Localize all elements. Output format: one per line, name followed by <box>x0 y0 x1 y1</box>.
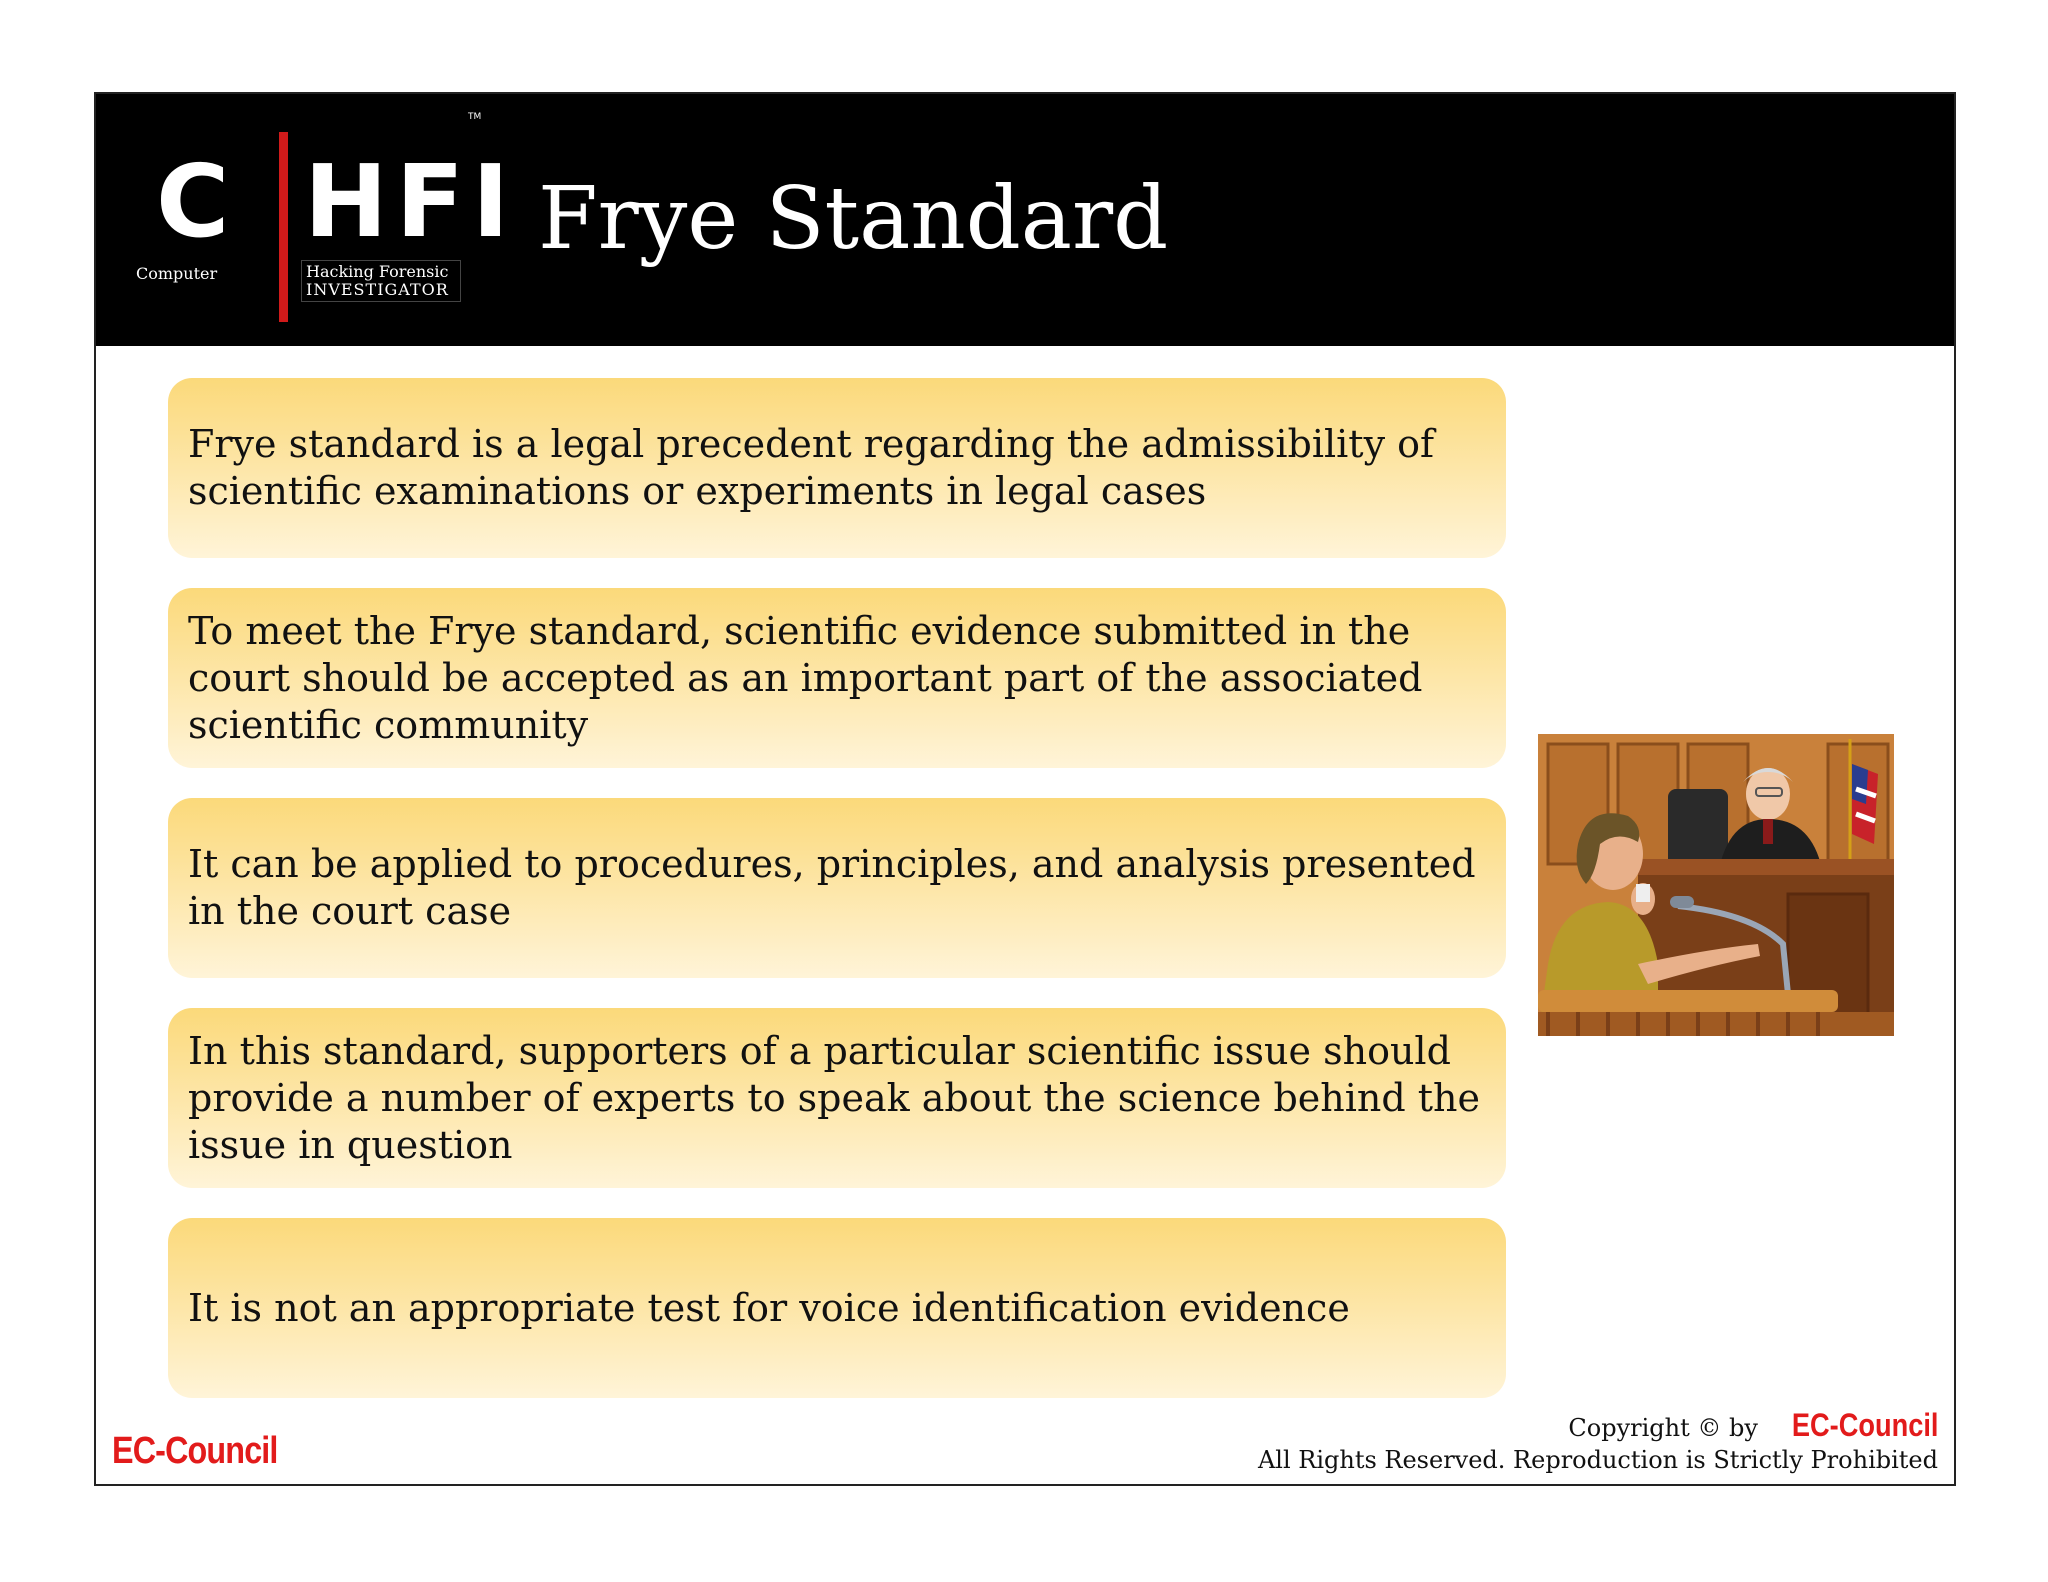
logo-red-bar <box>279 132 288 322</box>
courtroom-illustration-icon <box>1538 734 1894 1036</box>
bullet-text: In this standard, supporters of a particular scientific issue should provide a number of experts to speak about the science behind the issue in question <box>188 1028 1481 1167</box>
bullet-box <box>168 588 1506 768</box>
logo-hacking-forensic: Hacking Forensic <box>306 262 449 281</box>
header-bar <box>96 94 1954 346</box>
page-title: Frye Standard <box>538 169 1169 269</box>
chfi-logo <box>136 112 518 342</box>
logo-investigator: INVESTIGATOR <box>306 280 449 299</box>
logo-letters-hfi: HFI <box>304 143 518 260</box>
bullet-text: Frye standard is a legal precedent regarding the admissibility of scientific examinations or experiments in legal cases <box>188 422 1435 513</box>
logo-computer-label: Computer <box>136 264 218 283</box>
rights-text: All Rights Reserved. Reproduction is Strictly Prohibited <box>1257 1446 1938 1474</box>
logo-trademark: TM <box>468 112 482 122</box>
bullet-box <box>168 1008 1506 1188</box>
copyright-prefix: Copyright © by <box>1568 1414 1766 1442</box>
logo-letter-c: C <box>156 143 230 260</box>
bullet-box <box>168 1218 1506 1398</box>
ec-council-logo: EC-Council <box>112 1430 278 1472</box>
bullet-text: It can be applied to procedures, principles, and analysis presented in the court case <box>188 842 1476 933</box>
slide <box>94 92 1956 1486</box>
bullet-text: To meet the Frye standard, scientific evidence submitted in the court should be accepted as an important part of the associated scientific community <box>188 608 1423 747</box>
logo-subtitle <box>301 260 461 302</box>
bullet-text: It is not an appropriate test for voice identification evidence <box>188 1285 1350 1330</box>
copyright-notice <box>1258 1408 1938 1475</box>
copyright-line <box>1258 1408 1938 1445</box>
bullet-box <box>168 378 1506 558</box>
bullet-box <box>168 798 1506 978</box>
copyright-brand: EC-Council <box>1791 1407 1938 1443</box>
